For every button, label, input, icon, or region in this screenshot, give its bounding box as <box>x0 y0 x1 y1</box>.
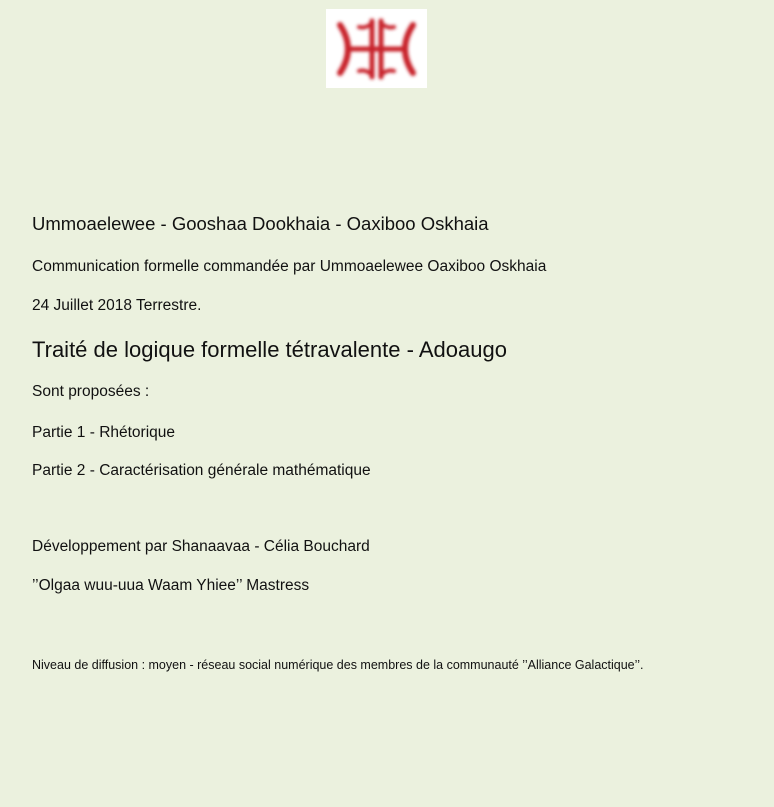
document-header-title: Ummoaelewee - Gooshaa Dookhaia - Oaxiboo Oskhaia <box>32 213 489 234</box>
proposed-label: Sont proposées : <box>32 383 150 400</box>
ummo-symbol-icon <box>326 9 427 88</box>
logo <box>326 9 427 88</box>
commission-line: Communication formelle commandée par Ummoaelewee Oaxiboo Oskhaia <box>32 258 547 275</box>
document-date: 24 Juillet 2018 Terrestre. <box>32 297 202 314</box>
development-credit: Développement par Shanaavaa - Célia Bouchard <box>32 538 370 555</box>
treatise-title: Traité de logique formelle tétravalente - Adoaugo <box>32 337 507 362</box>
mastress-credit: ’’Olgaa wuu-uua Waam Yhiee’’ Mastress <box>32 577 310 594</box>
part-1-item: Partie 1 - Rhétorique <box>32 424 176 441</box>
diffusion-level-note: Niveau de diffusion : moyen - réseau social numérique des membres de la communauté ’’Alliance Galactique’’. <box>32 658 644 672</box>
part-2-item: Partie 2 - Caractérisation générale mathématique <box>32 462 371 479</box>
